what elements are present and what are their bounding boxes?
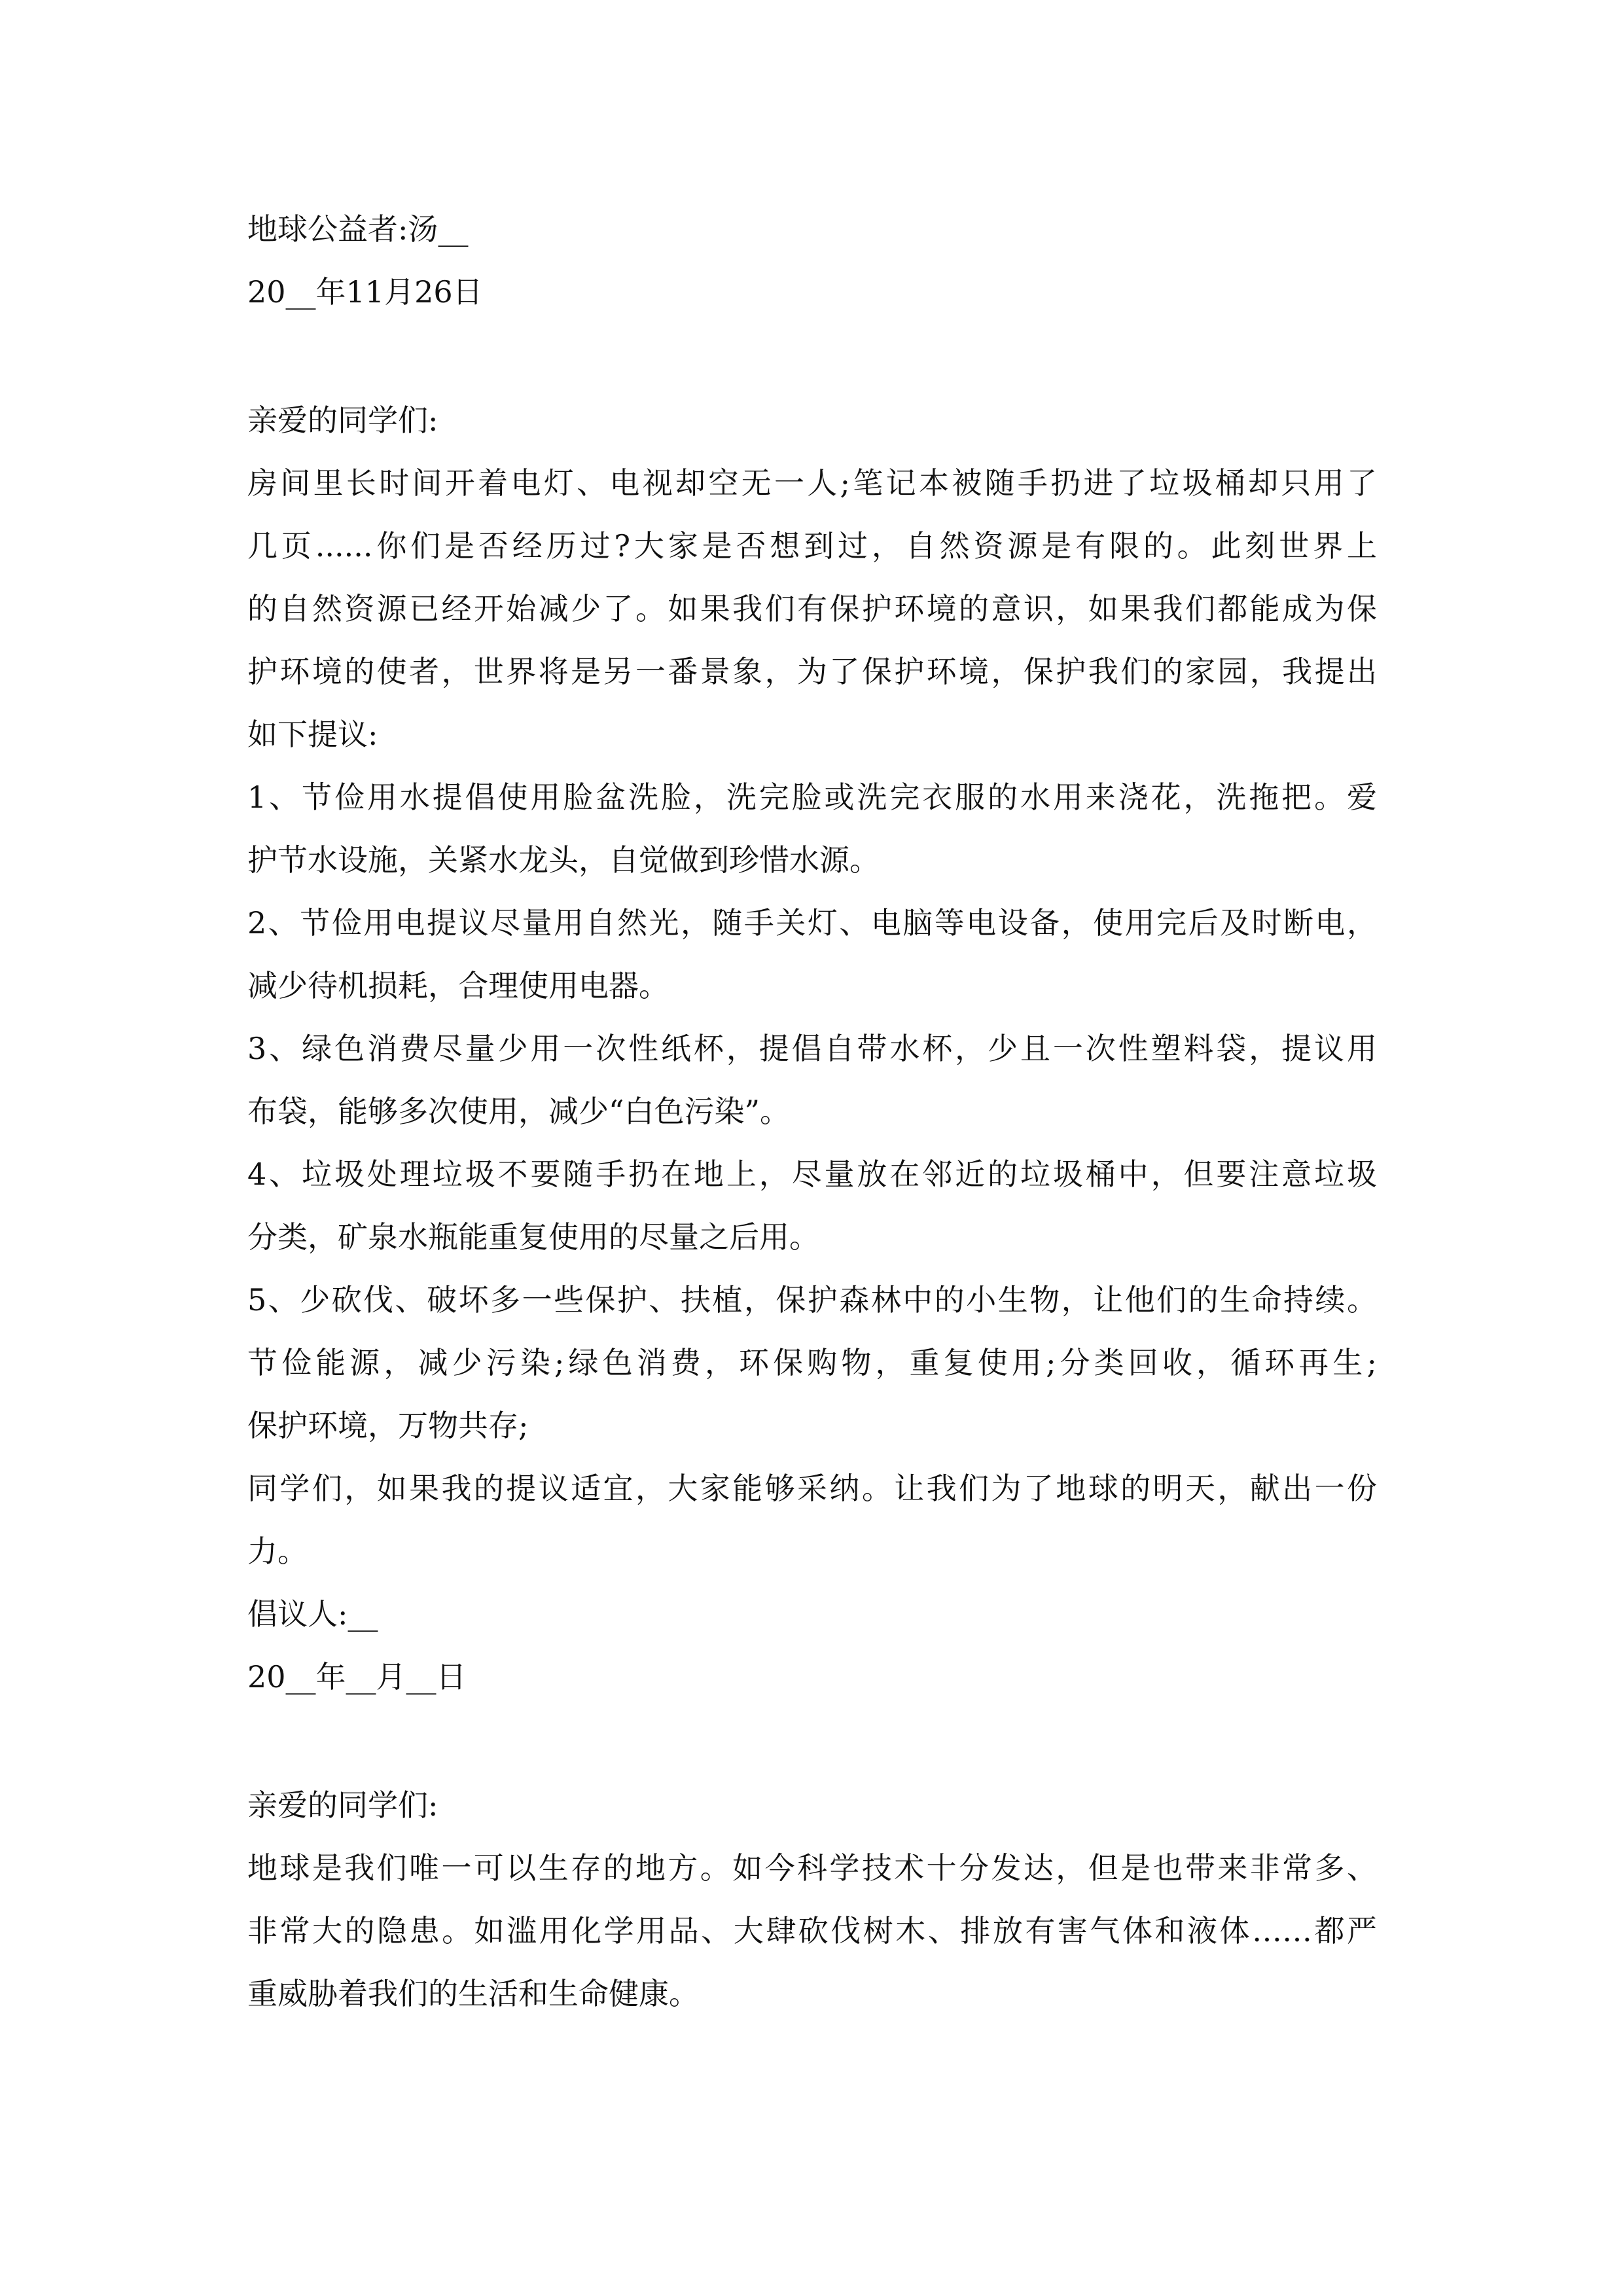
body-line: 几页......你们是否经历过?大家是否想到过，自然资源是有限的。此刻世界上: [247, 528, 1377, 564]
body-line: 护环境的使者，世界将是另一番景象，为了保护环境，保护我们的家园，我提出: [247, 654, 1377, 689]
closing-line-cont: 力。: [247, 1534, 308, 1569]
body-line-2: 地球是我们唯一可以生存的地方。如今科学技术十分发达，但是也带来非常多、: [247, 1850, 1377, 1886]
body-line: 的自然资源已经开始减少了。如果我们有保护环境的意识，如果我们都能成为保: [247, 591, 1377, 626]
list-item-water-cont: 护节水设施，关紧水龙头，自觉做到珍惜水源。: [247, 842, 880, 878]
greeting: 亲爱的同学们:: [247, 403, 438, 438]
list-item-forest: 5、少砍伐、破坏多一些保护、扶植，保护森林中的小生物，让他们的生命持续。: [247, 1282, 1377, 1318]
list-item-electricity-cont: 减少待机损耗，合理使用电器。: [247, 968, 669, 1003]
closing-line: 同学们，如果我的提议适宜，大家能够采纳。让我们为了地球的明天，献出一份: [247, 1471, 1377, 1506]
list-item-garbage: 4、垃圾处理垃圾不要随手扔在地上，尽量放在邻近的垃圾桶中，但要注意垃圾: [247, 1157, 1377, 1192]
slogan-line: 节俭能源，减少污染;绿色消费，环保购物，重复使用;分类回收，循环再生;: [247, 1345, 1377, 1380]
body-line-2: 重威胁着我们的生活和生命健康。: [247, 1976, 699, 2011]
list-item-green-consumption-cont: 布袋，能够多次使用，减少“白色污染”。: [247, 1094, 791, 1129]
list-item-green-consumption: 3、绿色消费尽量少用一次性纸杯，提倡自带水杯，少且一次性塑料袋，提议用: [247, 1031, 1377, 1066]
initiator-line: 倡议人:__: [247, 1596, 378, 1632]
signature-line: 地球公益者:汤__: [247, 211, 469, 247]
body-line-2: 非常大的隐患。如滥用化学用品、大肆砍伐树木、排放有害气体和液体……都严: [247, 1913, 1377, 1948]
list-item-water: 1、节俭用水提倡使用脸盆洗脸，洗完脸或洗完衣服的水用来浇花，洗拖把。爱: [247, 780, 1377, 815]
list-item-garbage-cont: 分类，矿泉水瓶能重复使用的尽量之后用。: [247, 1219, 819, 1255]
greeting-2: 亲爱的同学们:: [247, 1787, 438, 1823]
initiator-date-line: 20__年__月__日: [247, 1659, 467, 1695]
body-line: 如下提议:: [247, 717, 378, 752]
list-item-electricity: 2、节俭用电提议尽量用自然光，随手关灯、电脑等电设备，使用完后及时断电，: [247, 905, 1377, 941]
body-line: 房间里长时间开着电灯、电视却空无一人;笔记本被随手扔进了垃圾桶却只用了: [247, 465, 1377, 501]
slogan-line-cont: 保护环境，万物共存;: [247, 1408, 529, 1443]
date-line: 20__年11月26日: [247, 274, 483, 310]
